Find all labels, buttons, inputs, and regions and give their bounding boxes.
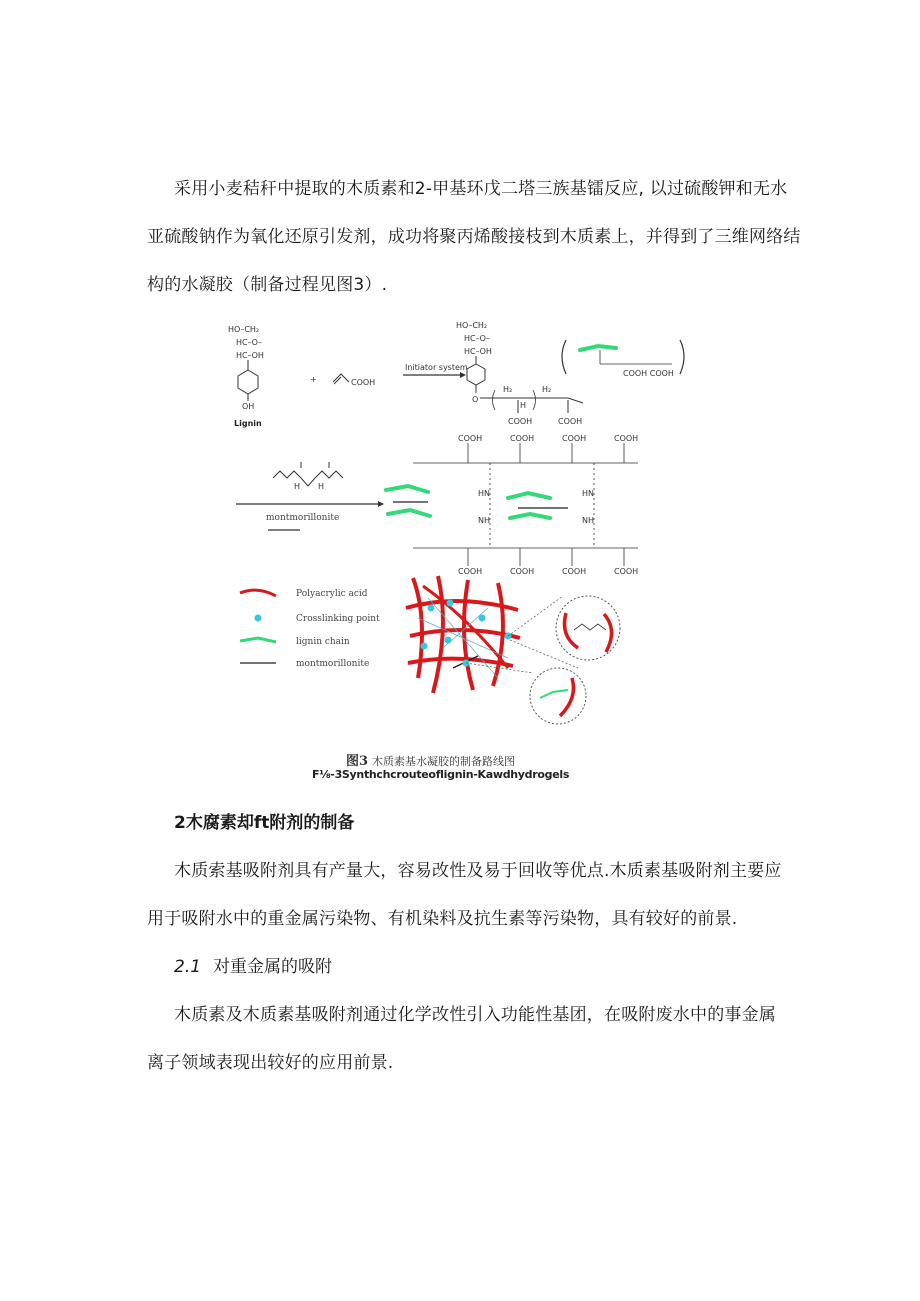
acrylic-acid-structure — [333, 374, 375, 387]
lignin-label: Lignin — [234, 419, 262, 428]
figure-legend — [240, 589, 380, 669]
figure-diagram — [228, 318, 688, 738]
crosslinker-structure — [273, 462, 343, 491]
cooh-label: COOH — [351, 378, 376, 387]
paragraph-2-line-2: 用于吸附水中的重金属污染物、有机染料及抗生素等污染物，具有较好的前景. — [147, 909, 738, 929]
hydrogel-network-illustration — [406, 576, 620, 724]
svg-text:HC–OH: HC–OH — [464, 347, 492, 356]
repeating-unit — [562, 340, 684, 378]
section-2-1-number: 2.1 — [174, 957, 202, 977]
svg-text:H₂: H₂ — [542, 385, 552, 394]
svg-text:COOH: COOH — [458, 567, 483, 576]
legend-lignin-chain: lignin chain — [296, 637, 350, 647]
svg-text:HN: HN — [478, 489, 490, 498]
svg-text:HC–OH: HC–OH — [236, 351, 264, 360]
svg-text:OH: OH — [242, 402, 255, 411]
svg-text:H: H — [318, 482, 325, 491]
svg-text:HO–CH₂: HO–CH₂ — [456, 321, 488, 330]
svg-text:HO–CH₂: HO–CH₂ — [228, 325, 260, 334]
svg-text:HN: HN — [582, 489, 594, 498]
section-2-heading: 2木腐素却ft附剂的制备 — [174, 813, 355, 833]
svg-text:HC–O–: HC–O– — [236, 338, 262, 347]
figure-caption-title: 木质素基水凝胶的制备路线图 — [372, 755, 516, 768]
figure-caption-english: F⅛-3Synthchcrouteoflignin-Kawdhydrogels — [312, 768, 570, 781]
svg-text:COOH: COOH — [510, 567, 535, 576]
svg-text:COOH: COOH — [562, 567, 587, 576]
section-2-1-title: 对重金属的吸附 — [213, 957, 333, 977]
svg-text:HC–O–: HC–O– — [464, 334, 490, 343]
paragraph-3-line-2: 离子领域表现出较好的应用前景. — [147, 1053, 394, 1073]
legend-montmorillonite: montmorillonite — [296, 659, 370, 669]
paragraph-2-line-1: 木质索基吸附剂具有产量大，容易改性及易于回收等优点.木质素基吸附剂主要应 — [174, 861, 782, 881]
svg-text:COOH: COOH — [562, 434, 587, 443]
paragraph-1-line-2: 亚硫酸钠作为氧化还原引发剂，成功将聚丙烯酸接枝到木质素上，并得到了三维网络结 — [147, 227, 801, 247]
svg-text:NH: NH — [478, 516, 490, 525]
crosslinked-network-structure — [386, 434, 638, 576]
figure-3-synthesis-route — [228, 318, 688, 738]
figure-caption-chinese — [346, 750, 515, 769]
svg-text:NH: NH — [582, 516, 594, 525]
svg-text:H: H — [520, 401, 527, 410]
lignin-monomer-structure — [228, 325, 264, 428]
svg-text:COOH COOH: COOH COOH — [623, 369, 674, 378]
legend-polyacrylic-acid: Polyacrylic acid — [296, 589, 368, 599]
svg-text:COOH: COOH — [510, 434, 535, 443]
svg-text:COOH: COOH — [558, 417, 583, 426]
svg-text:COOH: COOH — [508, 417, 533, 426]
svg-text:H: H — [294, 482, 301, 491]
paragraph-3-line-1: 木质素及木质素基吸附剂通过化学改性引入功能性基团，在吸附废水中的事金属 — [174, 1005, 776, 1025]
grafted-lignin-structure — [456, 321, 583, 426]
svg-text:H₂: H₂ — [503, 385, 513, 394]
svg-text:COOH: COOH — [458, 434, 483, 443]
initiator-label: Initiator system — [405, 363, 468, 372]
montmorillonite-arrow-label: montmorillonite — [266, 513, 340, 523]
svg-text:+: + — [310, 375, 317, 384]
section-2-1-heading — [174, 952, 332, 977]
paragraph-1-line-1: 采用小麦秸秆中提取的木质素和2-甲基环戊二塔三族基镭反应, 以过硫酸钾和无水 — [174, 179, 788, 199]
svg-text:COOH: COOH — [614, 434, 639, 443]
paragraph-1-line-3: 构的水凝胶（制备过程见图3）. — [147, 275, 388, 295]
svg-text:COOH: COOH — [614, 567, 639, 576]
legend-crosslinking-point: Crosslinking point — [296, 614, 380, 624]
figure-caption-number: 图3 — [346, 754, 369, 769]
svg-text:O: O — [472, 395, 479, 404]
